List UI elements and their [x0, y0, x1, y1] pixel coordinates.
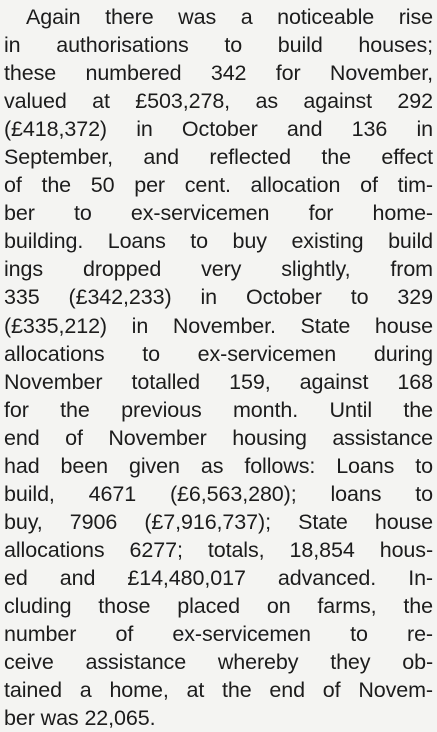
article-line: cluding those placed on farms, the — [4, 593, 433, 618]
article-line: ber was 22,065. — [4, 706, 156, 731]
article-line: build, 4671 (£6,563,280); loans to — [4, 481, 433, 506]
article-line: building. Loans to buy existing build — [4, 229, 433, 254]
article-line: tained a home, at the end of Novem- — [4, 678, 433, 703]
article-line: for the previous month. Until the — [4, 397, 433, 422]
article-line: had been given as follows: Loans to — [4, 453, 433, 478]
article-line: Again there was a noticeable rise — [26, 5, 433, 29]
article-line: allocations 6277; totals, 18,854 hous- — [4, 537, 433, 562]
article-line: valued at £503,278, as against 292 — [4, 89, 433, 114]
article-line: these numbered 342 for November, — [4, 61, 433, 86]
article-line: (£418,372) in October and 136 in — [4, 117, 433, 142]
article-line: allocations to ex-servicemen during — [4, 341, 433, 366]
article-line: September, and reflected the effect — [4, 145, 433, 170]
article-line: ings dropped very slightly, from — [4, 257, 433, 282]
article-line: ed and £14,480,017 advanced. In- — [4, 565, 433, 590]
article-line: ceive assistance whereby they ob- — [4, 650, 433, 675]
article-line: 335 (£342,233) in October to 329 — [4, 285, 433, 310]
article-line: end of November housing assistance — [4, 425, 433, 450]
article-line: ber to ex-servicemen for home- — [4, 201, 433, 226]
article-line: (£335,212) in November. State house — [4, 313, 433, 338]
article-line: buy, 7906 (£7,916,737); State house — [4, 509, 433, 534]
article-line: number of ex-servicemen to re- — [4, 622, 433, 647]
article-line: November totalled 159, against 168 — [4, 369, 433, 394]
article-line: of the 50 per cent. allocation of tim- — [4, 173, 433, 198]
article-line: in authorisations to build houses; — [4, 33, 433, 58]
